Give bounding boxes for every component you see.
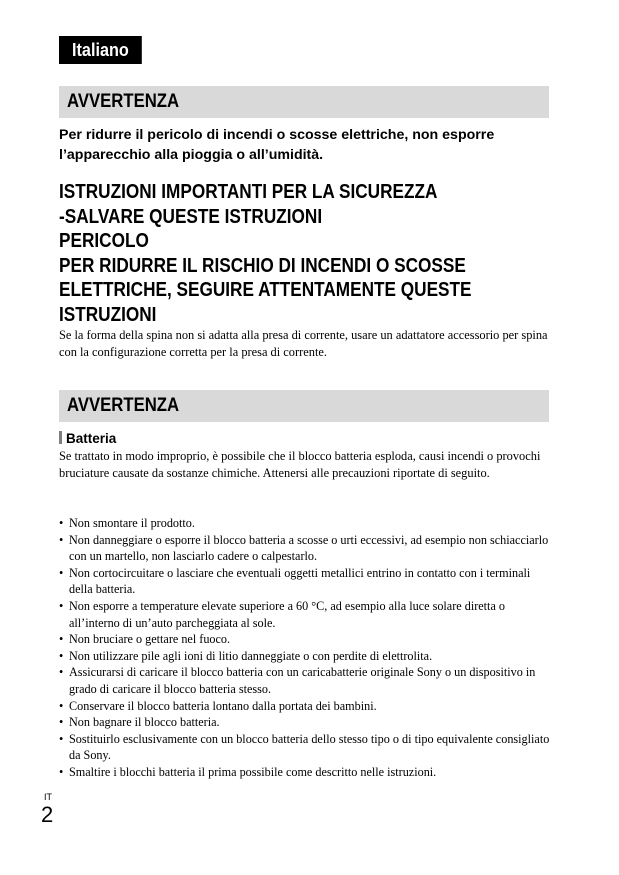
battery-precautions-list (59, 515, 554, 781)
safety-heading-line: ISTRUZIONI IMPORTANTI PER LA SICUREZZA (59, 181, 438, 203)
list-item (59, 598, 554, 631)
list-item-text: Non bruciare o gettare nel fuoco. (69, 632, 231, 647)
warning-band-2-title: AVVERTENZA (67, 395, 180, 416)
safety-heading-line: ISTRUZIONI (59, 303, 157, 326)
bullet-icon: • (59, 698, 64, 713)
warning-band-1-title: AVVERTENZA (67, 91, 180, 112)
list-item (59, 532, 554, 565)
bullet-icon: • (59, 532, 64, 547)
list-item-text: Non bagnare il blocco batteria. (69, 715, 220, 730)
bullet-icon: • (59, 764, 64, 779)
list-item-text: Non cortocircuitare o lasciare che eventuali oggetti metallici entrino in contatto con i terminali della batteria. (69, 565, 531, 597)
list-item (59, 714, 554, 731)
list-item-text: Smaltire i blocchi batteria il prima possibile come descritto nelle istruzioni. (69, 764, 437, 779)
list-item (59, 764, 554, 781)
list-item-text: Sostituirlo esclusivamente con un blocco batteria dello stesso tipo o di tipo equivalente consigliato da Sony. (69, 731, 550, 763)
page-number: 2 (41, 802, 54, 827)
list-item-text: Non esporre a temperature elevate superiore a 60 °C, ad esempio alla luce solare diretta o all’interno di un’auto parcheggiata al sole. (69, 598, 505, 630)
language-tab: Italiano (59, 36, 142, 64)
list-item (59, 731, 554, 764)
battery-heading-label: Batteria (66, 431, 117, 446)
warning-band-1 (59, 86, 549, 118)
list-item (59, 698, 554, 715)
warning-band-2 (59, 390, 549, 422)
list-item (59, 631, 554, 648)
list-item-text: Non smontare il prodotto. (69, 516, 195, 530)
battery-intro-text: Se trattato in modo improprio, è possibile che il blocco batteria esploda, causi incendi o provochi bruciature causate da sostanze chimiche. Attenersi alle precauzioni riportate di seguito. (59, 449, 541, 480)
battery-heading (59, 430, 116, 448)
safety-heading (59, 180, 575, 327)
safety-heading-line: PERICOLO (59, 230, 149, 252)
list-item-text: Assicurarsi di caricare il blocco batteria con un caricabatterie originale Sony o un dispositivo in grado di caricare il blocco batteria stesso. (69, 665, 536, 696)
heading-marker-icon (59, 431, 62, 444)
list-item-text: Non utilizzare pile agli ioni di litio danneggiate o con perdite di elettrolita. (69, 648, 433, 663)
bullet-icon: • (59, 598, 64, 613)
warning-text: Per ridurre il pericolo di incendi o scosse elettriche, non esporre l’apparecchio alla pioggia o all’umidità. (59, 127, 495, 163)
list-item (59, 565, 554, 598)
bullet-icon: • (59, 632, 64, 647)
bullet-icon: • (59, 565, 64, 580)
bullet-icon: • (59, 715, 64, 730)
list-item-text: Conservare il blocco batteria lontano dalla portata dei bambini. (69, 698, 377, 713)
list-item-text: Non danneggiare o esporre il blocco batteria a scosse o urti eccessivi, ad esempio non schiacciarlo con un martello, non lasciarlo cadere o calpestarlo. (69, 532, 549, 564)
safety-heading-line: -SALVARE QUESTE ISTRUZIONI (59, 205, 323, 228)
list-item (59, 648, 554, 665)
bullet-icon: • (59, 665, 64, 680)
bullet-icon: • (59, 648, 64, 663)
bullet-icon: • (59, 516, 64, 530)
safety-heading-line: ELETTRICHE, SEGUIRE ATTENTAMENTE QUESTE (59, 279, 472, 301)
list-item (59, 664, 554, 697)
plug-adapter-text: Se la forma della spina non si adatta alla presa di corrente, usare un adattatore accessorio per spina con la configurazione corretta per la presa di corrente. (59, 328, 548, 359)
safety-heading-line: PER RIDURRE IL RISCHIO DI INCENDI O SCOSSE (59, 254, 466, 277)
footer-language-code: IT (44, 792, 52, 802)
bullet-icon: • (59, 731, 64, 746)
list-item (59, 515, 554, 532)
